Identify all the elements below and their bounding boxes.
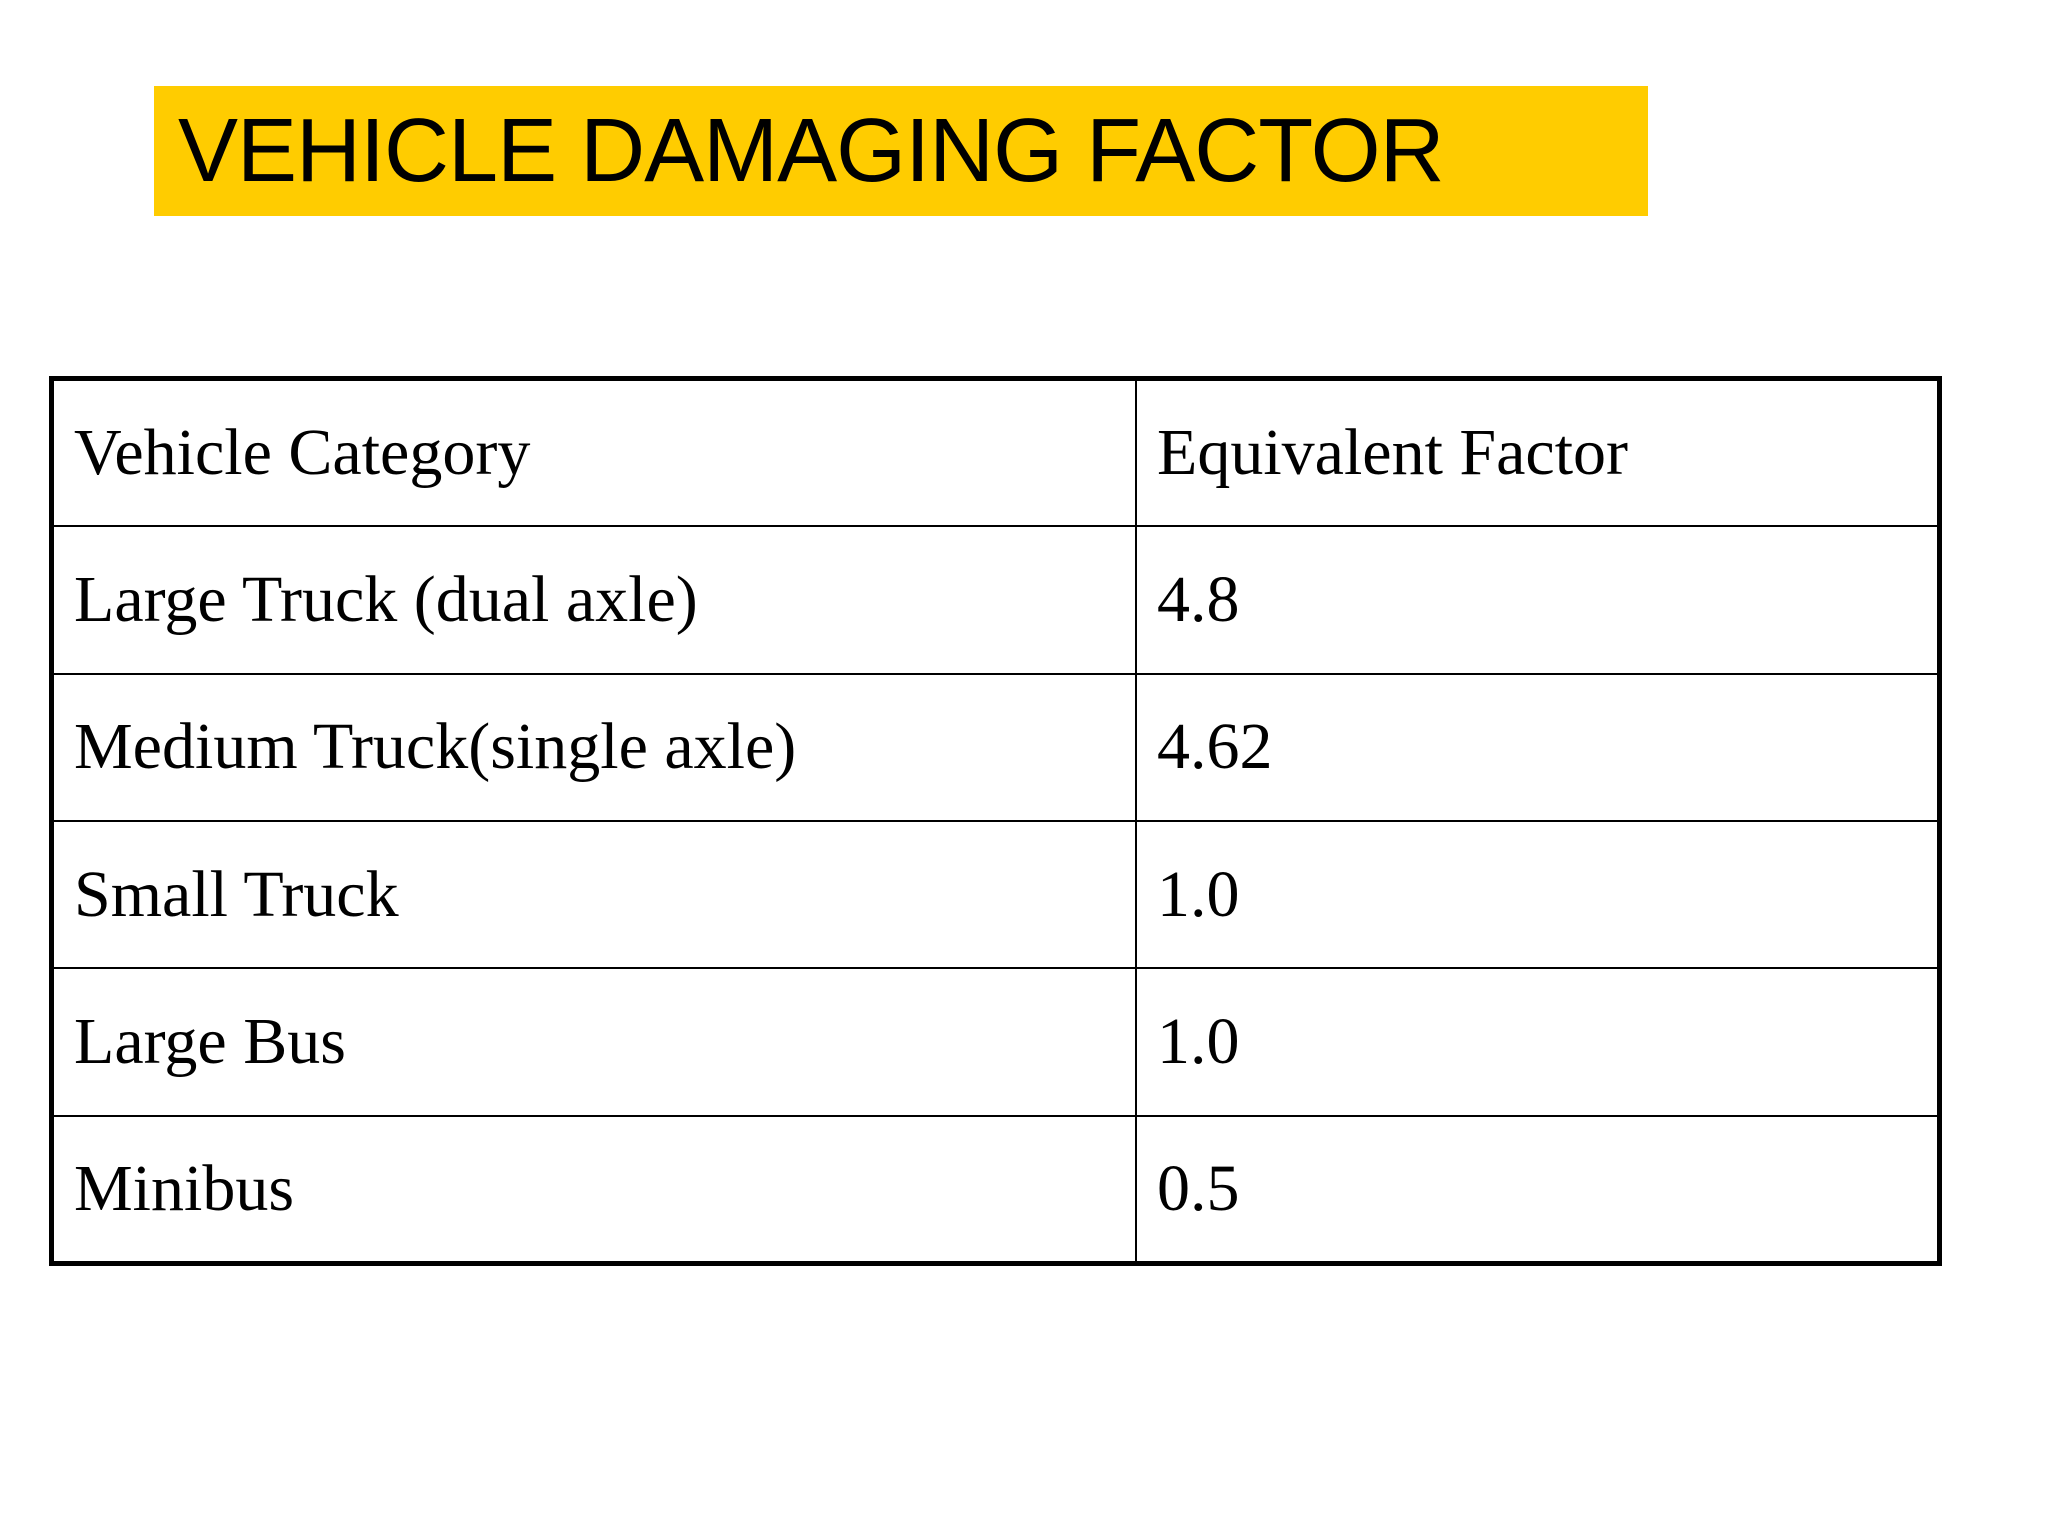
cell-vehicle-category: Large Truck (dual axle) [54, 526, 1136, 673]
cell-equivalent-factor: 1.0 [1136, 821, 1937, 968]
table-row [54, 1116, 1937, 1261]
slide-title: VEHICLE DAMAGING FACTOR [178, 101, 1444, 201]
data-table [54, 381, 1937, 1261]
table-row [54, 821, 1937, 968]
title-banner [154, 86, 1648, 216]
table-row [54, 526, 1937, 673]
table-header-row [54, 381, 1937, 526]
cell-equivalent-factor: 4.8 [1136, 526, 1937, 673]
table-row [54, 968, 1937, 1115]
cell-vehicle-category: Large Bus [54, 968, 1136, 1115]
cell-vehicle-category: Minibus [54, 1116, 1136, 1261]
cell-equivalent-factor: 1.0 [1136, 968, 1937, 1115]
table-row [54, 674, 1937, 821]
header-cell-vehicle-category: Vehicle Category [54, 381, 1136, 526]
vehicle-factor-table [49, 376, 1942, 1266]
cell-equivalent-factor: 0.5 [1136, 1116, 1937, 1261]
cell-vehicle-category: Medium Truck(single axle) [54, 674, 1136, 821]
header-cell-equivalent-factor: Equivalent Factor [1136, 381, 1937, 526]
cell-equivalent-factor: 4.62 [1136, 674, 1937, 821]
cell-vehicle-category: Small Truck [54, 821, 1136, 968]
